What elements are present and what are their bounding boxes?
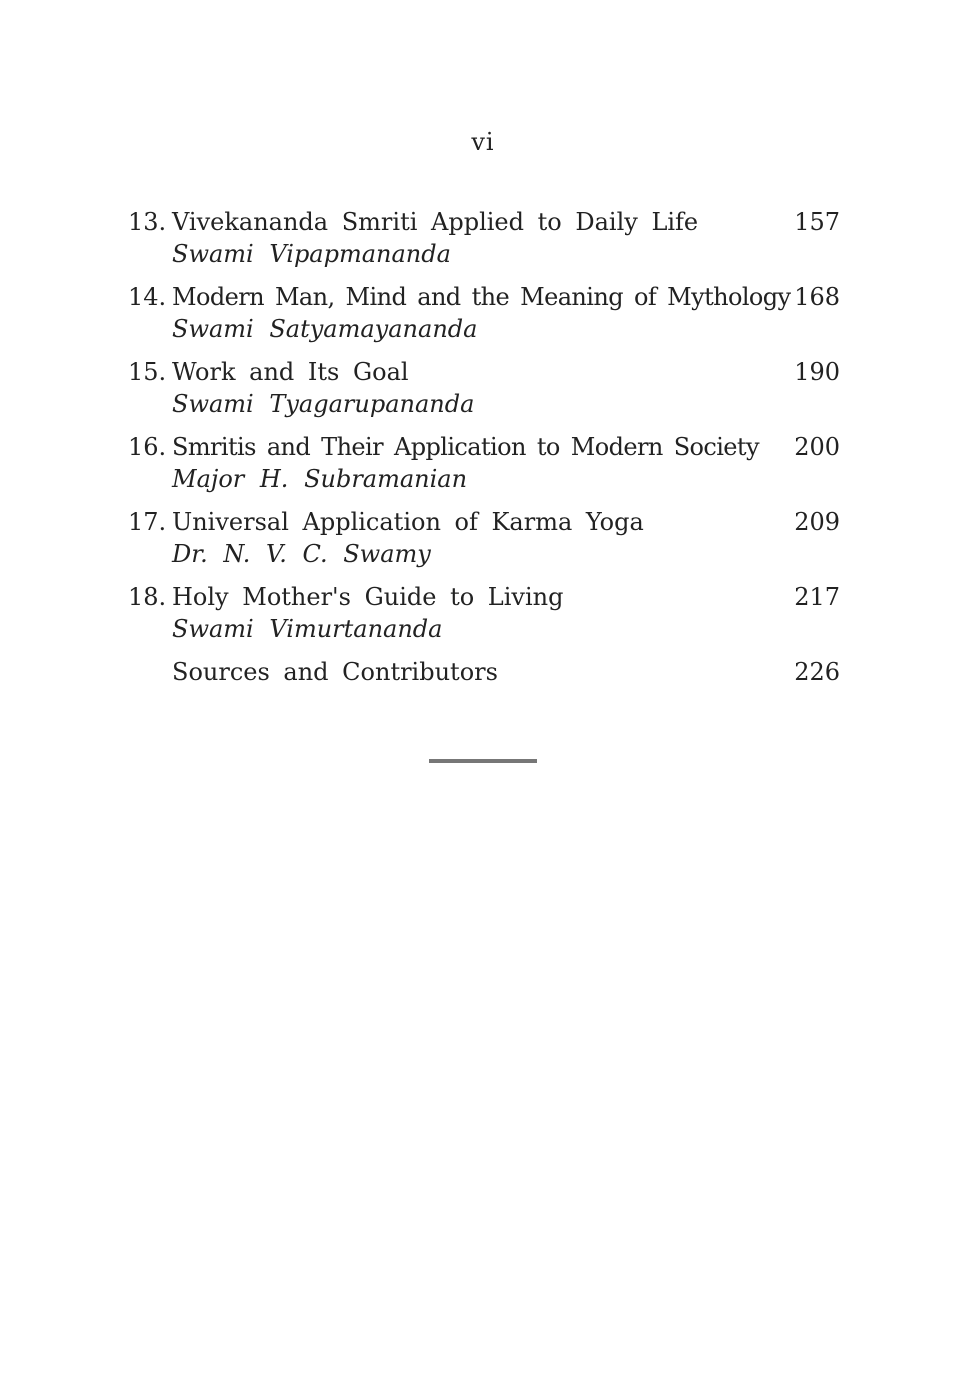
- entry-title: Vivekananda Smriti Applied to Daily Life: [172, 208, 699, 236]
- entry-author: Dr. N. V. C. Swamy: [172, 540, 431, 568]
- page-number: vi: [471, 128, 495, 156]
- toc-entry: [126, 279, 840, 354]
- entry-page: 209: [794, 508, 840, 536]
- entry-author: Swami Vipapmananda: [172, 240, 451, 268]
- entry-title: Work and Its Goal: [172, 358, 409, 386]
- entry-author: Major H. Subramanian: [172, 465, 468, 493]
- entry-title: Smritis and Their Application to Modern Society: [172, 433, 759, 461]
- toc-entry: [126, 429, 840, 504]
- toc-entry: [126, 204, 840, 279]
- entry-title: Universal Application of Karma Yoga: [172, 508, 644, 536]
- entry-author: Swami Tyagarupananda: [172, 390, 475, 418]
- end-rule: [429, 759, 537, 763]
- entry-page: 157: [794, 208, 840, 236]
- entry-page: 217: [794, 583, 840, 611]
- entry-page: 168: [794, 283, 840, 311]
- sources-page: 226: [794, 658, 840, 686]
- entry-author: Swami Satyamayananda: [172, 315, 478, 343]
- entry-number: 14.: [128, 283, 167, 311]
- entry-page: 200: [794, 433, 840, 461]
- toc-entry-sources: [126, 654, 840, 729]
- entry-number: 18.: [128, 583, 167, 611]
- entry-number: 15.: [128, 358, 167, 386]
- entry-title: Modern Man, Mind and the Meaning of Mythology: [172, 283, 791, 311]
- toc-entry: [126, 579, 840, 654]
- toc-entry: [126, 354, 840, 429]
- table-of-contents: [126, 204, 840, 729]
- toc-entry: [126, 504, 840, 579]
- entry-number: 17.: [128, 508, 167, 536]
- entry-title: Holy Mother's Guide to Living: [172, 583, 564, 611]
- sources-title: Sources and Contributors: [172, 658, 498, 686]
- entry-number: 13.: [128, 208, 167, 236]
- entry-number: 16.: [128, 433, 167, 461]
- entry-page: 190: [794, 358, 840, 386]
- entry-author: Swami Vimurtananda: [172, 615, 443, 643]
